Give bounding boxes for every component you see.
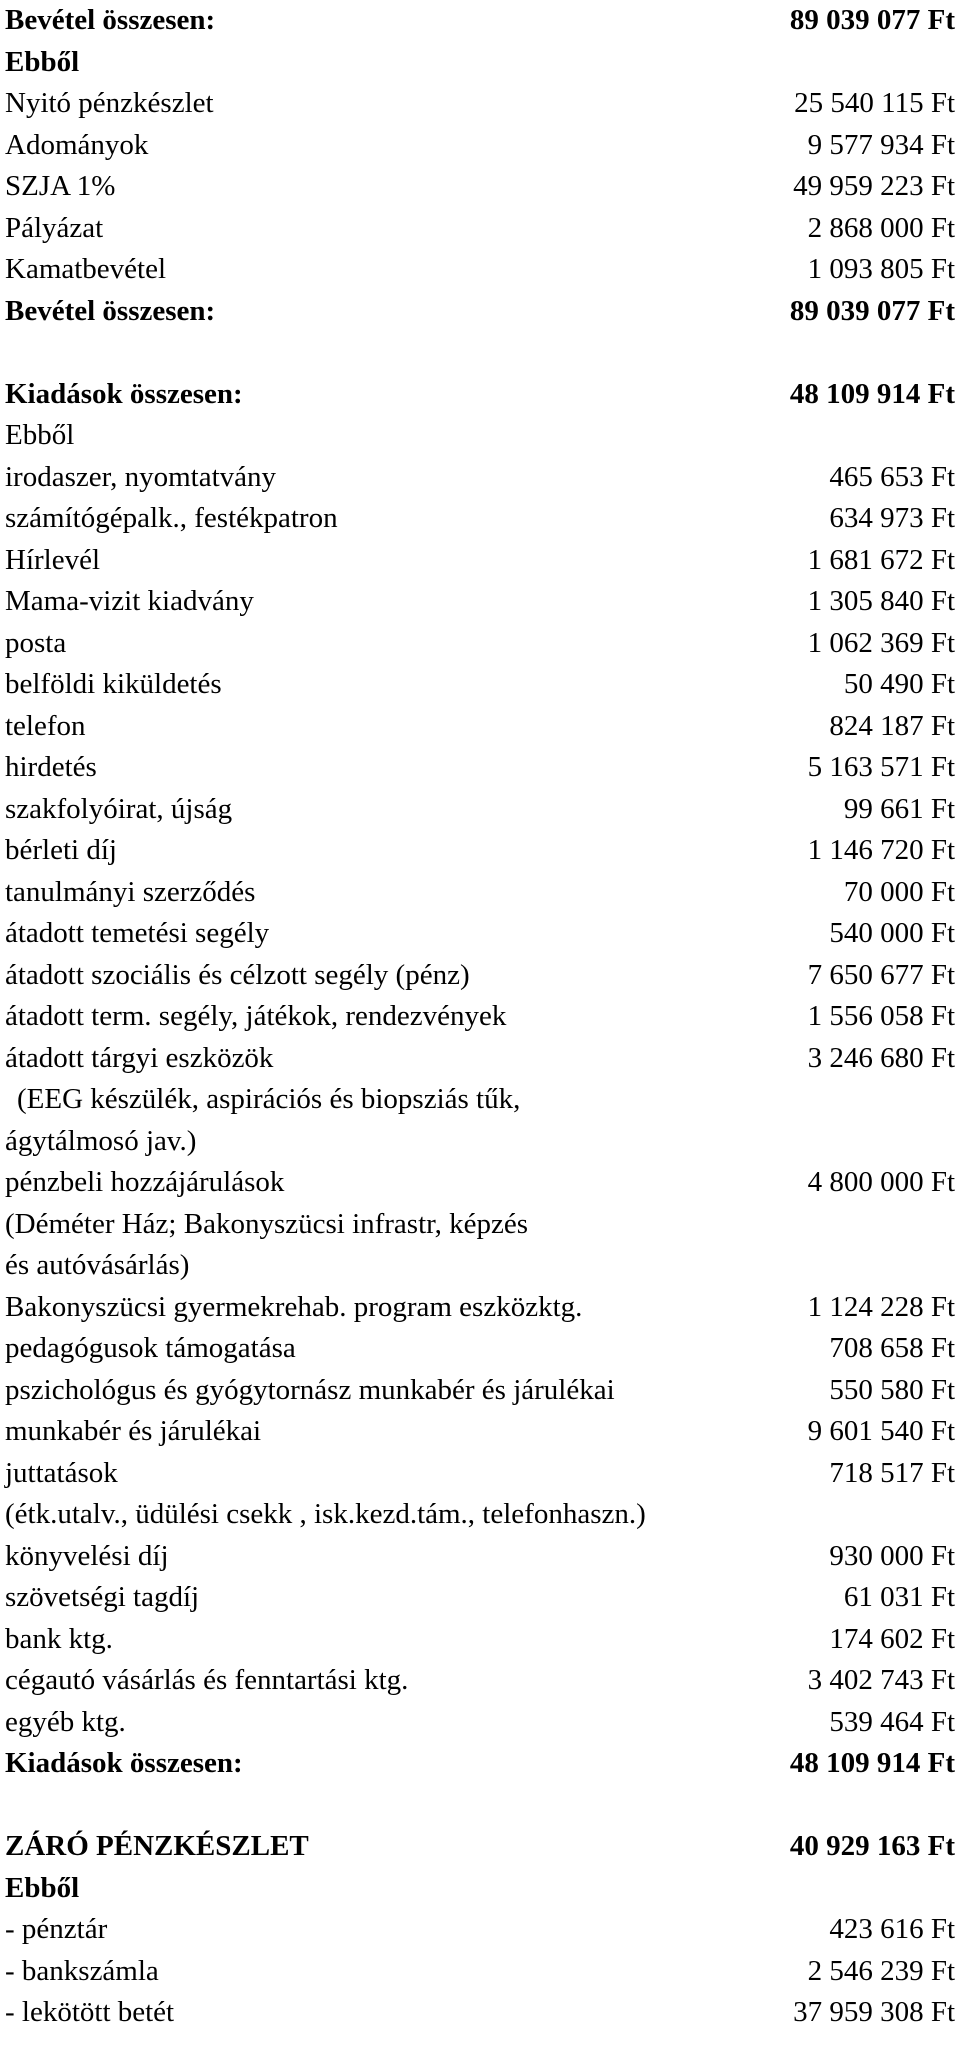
row-label: juttatások	[5, 1456, 118, 1489]
row-label: belföldi kiküldetés	[5, 668, 222, 700]
section-spacer	[0, 1785, 960, 1827]
row-label: könyvelési díj	[5, 1539, 169, 1572]
report-row	[0, 249, 960, 291]
row-label: és autóvásárlás)	[5, 1249, 190, 1281]
row-label: Ebből	[5, 45, 80, 78]
row-amount: 2 868 000 Ft	[807, 211, 955, 244]
row-label: ágytálmosó jav.)	[5, 1124, 197, 1157]
report-row	[0, 374, 960, 416]
report-row	[0, 1328, 960, 1370]
row-amount: 550 580 Ft	[829, 1373, 955, 1406]
row-label: bank ktg.	[5, 1622, 113, 1655]
row-amount: 9 601 540 Ft	[807, 1415, 955, 1447]
row-amount: 7 650 677 Ft	[807, 958, 955, 991]
row-amount: 70 000 Ft	[843, 875, 955, 908]
row-amount: 3 402 743 Ft	[807, 1664, 955, 1696]
row-label: átadott term. segély, játékok, rendezvények	[5, 1000, 507, 1032]
report-row	[0, 291, 960, 333]
row-label: átadott tárgyi eszközök	[5, 1041, 274, 1074]
row-amount: 4 800 000 Ft	[807, 1166, 955, 1198]
row-label: (EEG készülék, aspirációs és biopsziás tűk,	[17, 1083, 521, 1115]
report-row	[0, 830, 960, 872]
row-label: Bevétel összesen:	[5, 294, 216, 327]
report-row	[0, 166, 960, 208]
row-amount: 48 109 914 Ft	[789, 1747, 955, 1779]
report-row	[0, 789, 960, 831]
row-label: Ebből	[5, 419, 75, 451]
report-row	[0, 955, 960, 997]
row-label: szakfolyóirat, újság	[5, 792, 233, 825]
row-label: cégautó vásárlás és fenntartási ktg.	[5, 1664, 409, 1696]
row-amount: 9 577 934 Ft	[807, 128, 955, 161]
row-label: - bankszámla	[5, 1954, 159, 1987]
report-row	[0, 415, 960, 457]
row-amount: 50 490 Ft	[843, 668, 955, 700]
row-label: Mama-vizit kiadvány	[5, 585, 254, 617]
report-row	[0, 1162, 960, 1204]
report-row	[0, 623, 960, 665]
report-row	[0, 706, 960, 748]
row-amount: 25 540 115 Ft	[794, 87, 955, 119]
row-label: irodaszer, nyomtatvány	[5, 460, 277, 493]
row-amount: 61 031 Ft	[843, 1581, 955, 1613]
row-amount: 539 464 Ft	[829, 1705, 955, 1738]
report-row	[0, 1619, 960, 1661]
report-row	[0, 1287, 960, 1329]
row-amount: 1 093 805 Ft	[807, 253, 955, 285]
row-amount: 89 039 077 Ft	[789, 294, 955, 327]
report-row	[0, 1660, 960, 1702]
row-amount: 89 039 077 Ft	[789, 4, 955, 36]
section-spacer	[0, 332, 960, 374]
report-row	[0, 664, 960, 706]
report-row	[0, 1826, 960, 1868]
row-amount: 5 163 571 Ft	[807, 751, 955, 783]
report-row	[0, 1038, 960, 1080]
row-label: tanulmányi szerződés	[5, 875, 256, 908]
row-label: Kiadások összesen:	[5, 377, 243, 410]
row-label: szövetségi tagdíj	[5, 1581, 200, 1613]
row-label: ZÁRÓ PÉNZKÉSZLET	[5, 1830, 309, 1862]
row-amount: 1 305 840 Ft	[807, 585, 955, 617]
row-amount: 37 959 308 Ft	[793, 1996, 955, 2028]
report-row	[0, 1453, 960, 1495]
row-amount: 1 681 672 Ft	[807, 543, 955, 576]
row-label: Hírlevél	[5, 543, 101, 576]
report-row	[0, 1909, 960, 1951]
row-amount: 1 124 228 Ft	[807, 1290, 955, 1323]
row-amount: 718 517 Ft	[829, 1456, 955, 1489]
row-label: posta	[5, 626, 67, 659]
row-amount: 48 109 914 Ft	[789, 377, 955, 410]
row-amount: 634 973 Ft	[829, 502, 955, 534]
row-label: egyéb ktg.	[5, 1705, 126, 1738]
row-amount: 540 000 Ft	[829, 917, 955, 949]
row-amount: 465 653 Ft	[829, 460, 955, 493]
report-row	[0, 1370, 960, 1412]
report-row	[0, 1494, 960, 1536]
row-label: Kamatbevétel	[5, 253, 167, 285]
row-amount: 3 246 680 Ft	[807, 1041, 955, 1074]
row-amount: 49 959 223 Ft	[793, 170, 955, 202]
row-label: Kiadások összesen:	[5, 1747, 243, 1779]
row-amount: 99 661 Ft	[843, 792, 955, 825]
row-label: számítógépalk., festékpatron	[5, 502, 338, 534]
row-label: (Déméter Ház; Bakonyszücsi infrastr, képzés	[5, 1207, 529, 1240]
report-row	[0, 208, 960, 250]
report-row	[0, 1702, 960, 1744]
report-row	[0, 872, 960, 914]
report-row	[0, 1743, 960, 1785]
report-row	[0, 1577, 960, 1619]
row-label: Adományok	[5, 128, 149, 161]
row-label: hirdetés	[5, 751, 97, 783]
report-row	[0, 42, 960, 84]
report-row	[0, 0, 960, 42]
report-row	[0, 1079, 960, 1121]
report-row	[0, 1951, 960, 1993]
row-amount: 1 062 369 Ft	[807, 626, 955, 659]
row-label: telefon	[5, 709, 86, 742]
report-row	[0, 498, 960, 540]
row-label: - pénztár	[5, 1913, 108, 1945]
row-label: pénzbeli hozzájárulások	[5, 1166, 285, 1198]
report-row	[0, 1245, 960, 1287]
row-amount: 708 658 Ft	[829, 1332, 955, 1364]
row-amount: 930 000 Ft	[829, 1539, 955, 1572]
row-label: átadott szociális és célzott segély (pénz)	[5, 958, 470, 991]
report-row	[0, 581, 960, 623]
row-label: - lekötött betét	[5, 1996, 175, 2028]
row-label: pszichológus és gyógytornász munkabér és járulékai	[5, 1373, 615, 1406]
report-row	[0, 1121, 960, 1163]
row-amount: 40 929 163 Ft	[789, 1830, 955, 1862]
report-row	[0, 1536, 960, 1578]
report-row	[0, 457, 960, 499]
row-label: bérleti díj	[5, 834, 117, 866]
row-label: munkabér és járulékai	[5, 1415, 262, 1447]
report-row	[0, 1204, 960, 1246]
report-row	[0, 540, 960, 582]
report-row	[0, 83, 960, 125]
row-label: Pályázat	[5, 211, 104, 244]
row-label: átadott temetési segély	[5, 917, 270, 949]
report-row	[0, 996, 960, 1038]
row-label: Bevétel összesen:	[5, 4, 216, 36]
row-label: pedagógusok támogatása	[5, 1332, 296, 1364]
row-label: Ebből	[5, 1871, 80, 1904]
row-label: SZJA 1%	[5, 170, 116, 202]
row-label: (étk.utalv., üdülési csekk , isk.kezd.tám., telefonhaszn.)	[5, 1498, 646, 1530]
row-amount: 423 616 Ft	[829, 1913, 955, 1945]
report-row	[0, 125, 960, 167]
report-row	[0, 747, 960, 789]
row-label: Bakonyszücsi gyermekrehab. program eszközktg.	[5, 1290, 583, 1323]
row-label: Nyitó pénzkészlet	[5, 87, 214, 119]
report-row	[0, 1868, 960, 1910]
report-row	[0, 1411, 960, 1453]
report-row	[0, 1992, 960, 2034]
row-amount: 1 556 058 Ft	[807, 1000, 955, 1032]
row-amount: 1 146 720 Ft	[807, 834, 955, 866]
row-amount: 174 602 Ft	[829, 1622, 955, 1655]
report-row	[0, 913, 960, 955]
row-amount: 2 546 239 Ft	[807, 1954, 955, 1987]
row-amount: 824 187 Ft	[829, 709, 955, 742]
